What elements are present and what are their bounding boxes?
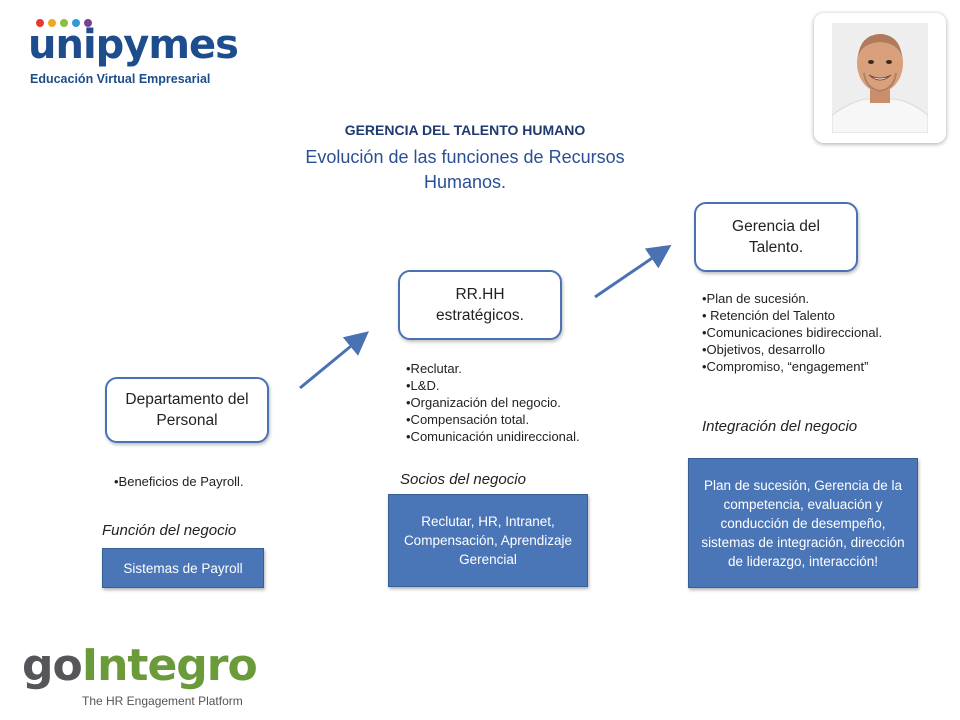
stage-1-bullets (114, 473, 244, 490)
bullet-item: •Comunicación unidireccional. (406, 429, 580, 444)
bullet-item: •Beneficios de Payroll. (114, 474, 244, 489)
summary-text: Sistemas de Payroll (123, 560, 243, 576)
gointegro-logo (22, 640, 262, 715)
bullet-item: •Comunicaciones bidireccional. (702, 325, 883, 340)
page-subtitle: Evolución de las funciones de Recursos Humanos. (305, 147, 625, 192)
stage-2-bullets (406, 360, 580, 445)
stage-label: Gerencia del Talento. (732, 218, 820, 256)
arrow-2 (595, 250, 664, 297)
business-label-integracion: Integración del negocio (702, 418, 858, 435)
bullet-item: •Plan de sucesión. (702, 291, 810, 306)
stage-box-departamento (105, 377, 269, 443)
arrow-1 (300, 337, 362, 388)
business-label-socios: Socios del negocio (400, 471, 526, 488)
bullet-item: •Objetivos, desarrollo (702, 342, 826, 357)
bullet-item: •Compensación total. (406, 412, 530, 427)
stage-box-gerencia (694, 202, 858, 272)
bullet-item: •L&D. (406, 378, 440, 393)
summary-text: Reclutar, HR, Intranet, Compensación, Aprendizaje Gerencial (403, 514, 573, 567)
summary-box-gerencia (688, 458, 918, 588)
unipymes-tagline: Educación Virtual Empresarial (30, 72, 211, 86)
page-title: GERENCIA DEL TALENTO HUMANO (344, 122, 586, 138)
summary-box-rrhh (388, 494, 588, 587)
bullet-item: •Reclutar. (406, 361, 462, 376)
stage-box-rrhh (398, 270, 562, 340)
stage-label: RR.HH estratégicos. (436, 286, 524, 324)
unipymes-wordmark: unipymes (28, 22, 238, 68)
stage-label: Departamento del Personal (125, 391, 249, 429)
summary-box-payroll (102, 548, 264, 588)
bullet-item: • Retención del Talento (702, 308, 835, 323)
business-label-funcion: Función del negocio (102, 522, 237, 539)
gointegro-wordmark: goIntegro (22, 640, 257, 691)
bullet-item: •Compromiso, “engagement” (702, 359, 869, 374)
gointegro-tagline: The HR Engagement Platform (82, 694, 243, 708)
stage-3-bullets (702, 290, 882, 375)
bullet-item: •Organización del negocio. (406, 395, 561, 410)
summary-text: Plan de sucesión, Gerencia de la competencia, evaluación y conducción de desempeño, sistemas de integración, dirección de liderazgo, interacción! (701, 477, 905, 569)
